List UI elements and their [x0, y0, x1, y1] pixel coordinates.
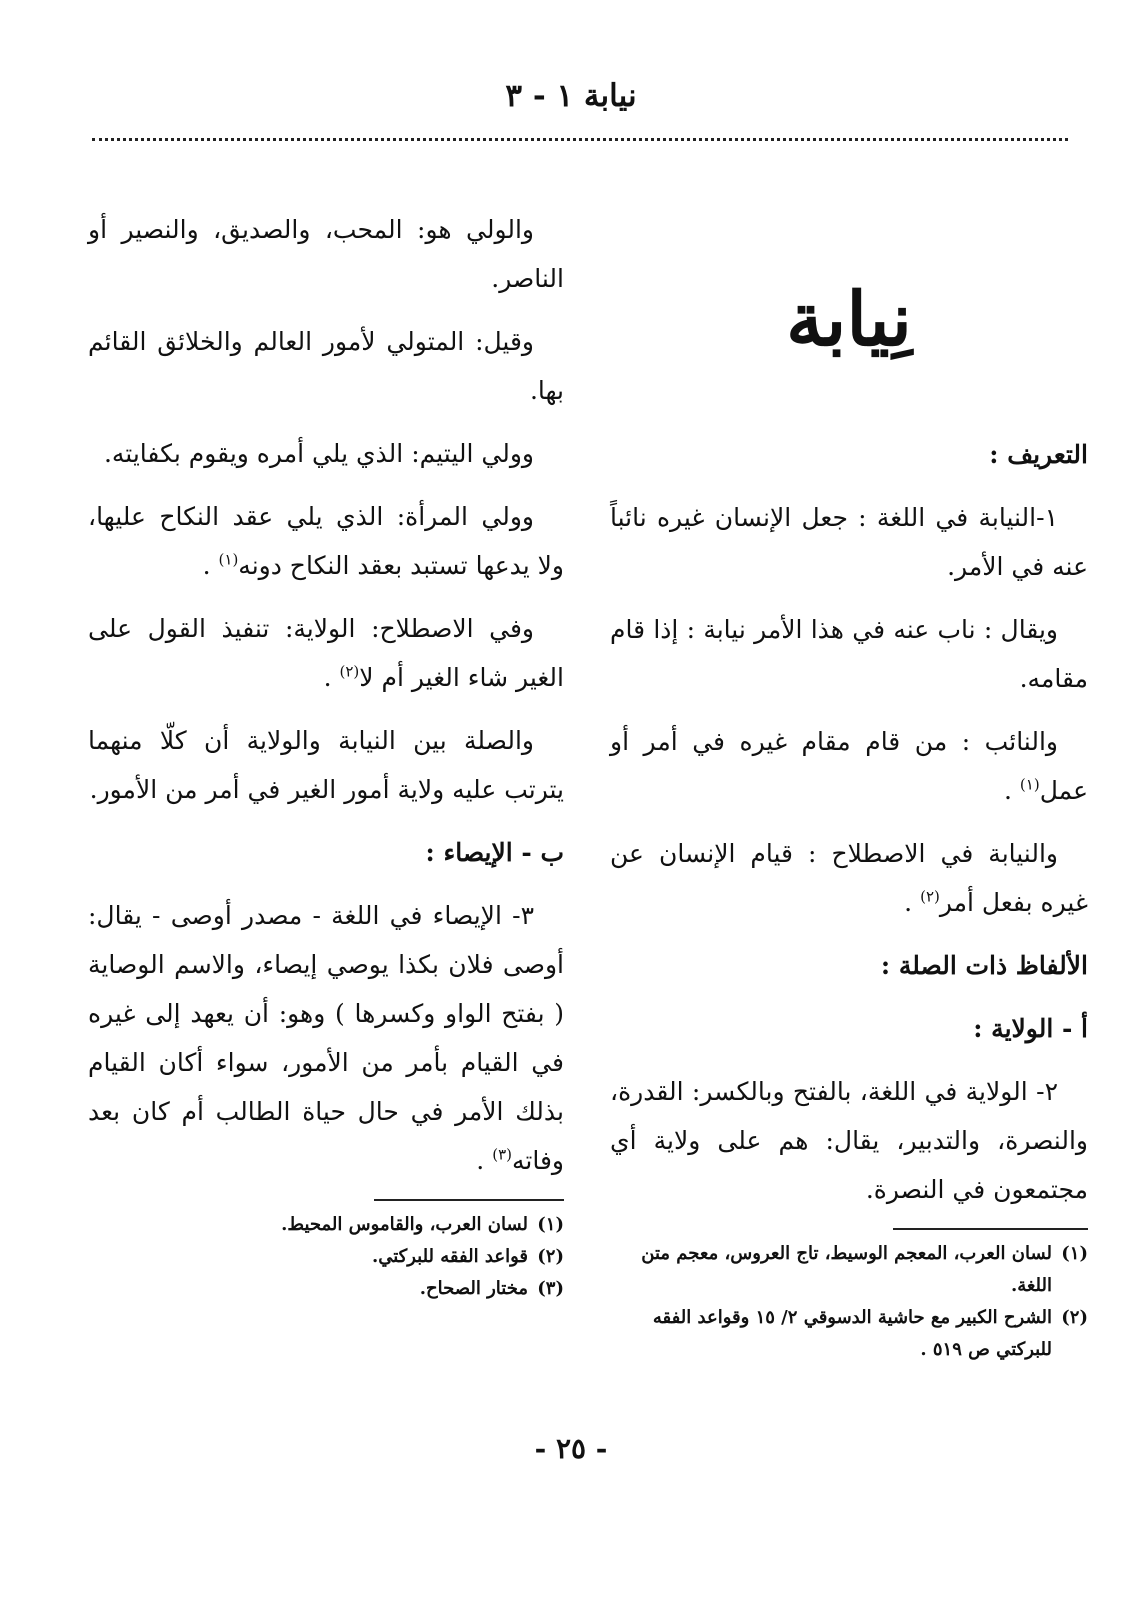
- footnote: [610, 1238, 1088, 1302]
- footnote-rule: [893, 1228, 1088, 1230]
- footnote-ref: (١): [1019, 775, 1040, 794]
- paragraph-10: وفي الاصطلاح: الولاية: تنفيذ القول على الغير شاء الغير أم لا$^{(٢)}$ .: [88, 614, 564, 692]
- paragraph-3: والنائب : من قام مقام غيره في أمر أو عمل$^{(١)}$ .: [610, 727, 1088, 805]
- page-number: - ٢٥ -: [534, 1432, 608, 1465]
- paragraph-8: وولي اليتيم: الذي يلي أمره ويقوم بكفايته.: [103, 439, 534, 468]
- footnotes: [88, 1199, 564, 1305]
- footnote-text: الشرح الكبير مع حاشية الدسوقي ٢/ ١٥ وقواعد الفقه للبركتي ص ٥١٩ .: [652, 1307, 1052, 1360]
- related-terms-heading: الألفاظ ذات الصلة :: [880, 951, 1088, 980]
- footnote-text: مختار الصحاح.: [419, 1278, 528, 1299]
- paragraph-4: والنيابة في الاصطلاح : قيام الإنسان عن غيره بفعل أمر$^{(٢)}$ .: [610, 839, 1088, 917]
- footnote-ref: (٣): [492, 1145, 512, 1164]
- paragraph-7: وقيل: المتولي لأمور العالم والخلائق القائم بها.: [88, 327, 564, 405]
- footnote-rule: [374, 1199, 564, 1201]
- footnote: [610, 1302, 1088, 1366]
- paragraph-1: ١-النيابة في اللغة : جعل الإنسان غيره نائباً عنه في الأمر.: [610, 503, 1088, 581]
- paragraph-12: ٣- الإيصاء في اللغة - مصدر أوصى - يقال: أوصى فلان بكذا يوصي إيصاء، والاسم الوصاية ( بفتح الواو وكسرها ) وهو: أن يعهد إلى غيره في القيام بأمر من الأمور، سواء أكان القيام بذلك الأمر في حال حياة الطالب أم كان بعد وفاته$^{(٣)}$ .: [88, 901, 564, 1175]
- footnotes: [610, 1228, 1088, 1366]
- paragraph-9: وولي المرأة: الذي يلي عقد النكاح عليها، ولا يدعها تستبد بعقد النكاح دونه$^{(١)}$ .: [88, 502, 564, 580]
- entry-title: نِيابة: [786, 277, 912, 363]
- footnote: [88, 1241, 564, 1273]
- footnote-number: (٣): [537, 1278, 564, 1299]
- paragraph-11: والصلة بين النيابة والولاية أن كلّا منهما يترتب عليه ولاية أمور الغير في أمر من الأمور.: [88, 726, 564, 804]
- paragraph-6: والولي هو: المحب، والصديق، والنصير أو الناصر.: [88, 215, 564, 293]
- footnote: [88, 1273, 564, 1305]
- running-header: نيابة ١ - ٣: [505, 78, 637, 114]
- footnote-ref: (١): [218, 550, 239, 569]
- footnote-number: (٢): [1061, 1307, 1088, 1328]
- footnote: [88, 1209, 564, 1241]
- footnote-number: (١): [537, 1214, 564, 1235]
- footnote-ref: (٢): [339, 662, 360, 681]
- footnote-text: لسان العرب، المعجم الوسيط، تاج العروس، معجم متن اللغة.: [641, 1243, 1052, 1296]
- footnote-text: لسان العرب، والقاموس المحيط.: [281, 1214, 528, 1235]
- subheading-isaa: ب - الإيصاء :: [425, 838, 564, 867]
- footnote-number: (١): [1061, 1243, 1088, 1264]
- footnote-number: (٢): [537, 1246, 564, 1267]
- footnote-ref: (٢): [920, 887, 940, 906]
- subheading-wilaya: أ - الولاية :: [973, 1014, 1088, 1043]
- header-dotted-rule: [92, 138, 1068, 141]
- paragraph-5: ٢- الولاية في اللغة، بالفتح وبالكسر: القدرة، والنصرة، والتدبير، يقال: هم على ولاية أي مجتمعون في النصرة.: [610, 1077, 1088, 1204]
- footnote-text: قواعد الفقه للبركتي.: [371, 1246, 528, 1267]
- left-column: [88, 205, 564, 1305]
- definition-heading: التعريف :: [989, 440, 1088, 469]
- paragraph-2: ويقال : ناب عنه في هذا الأمر نيابة : إذا قام مقامه.: [610, 615, 1088, 693]
- right-column: [610, 190, 1088, 1366]
